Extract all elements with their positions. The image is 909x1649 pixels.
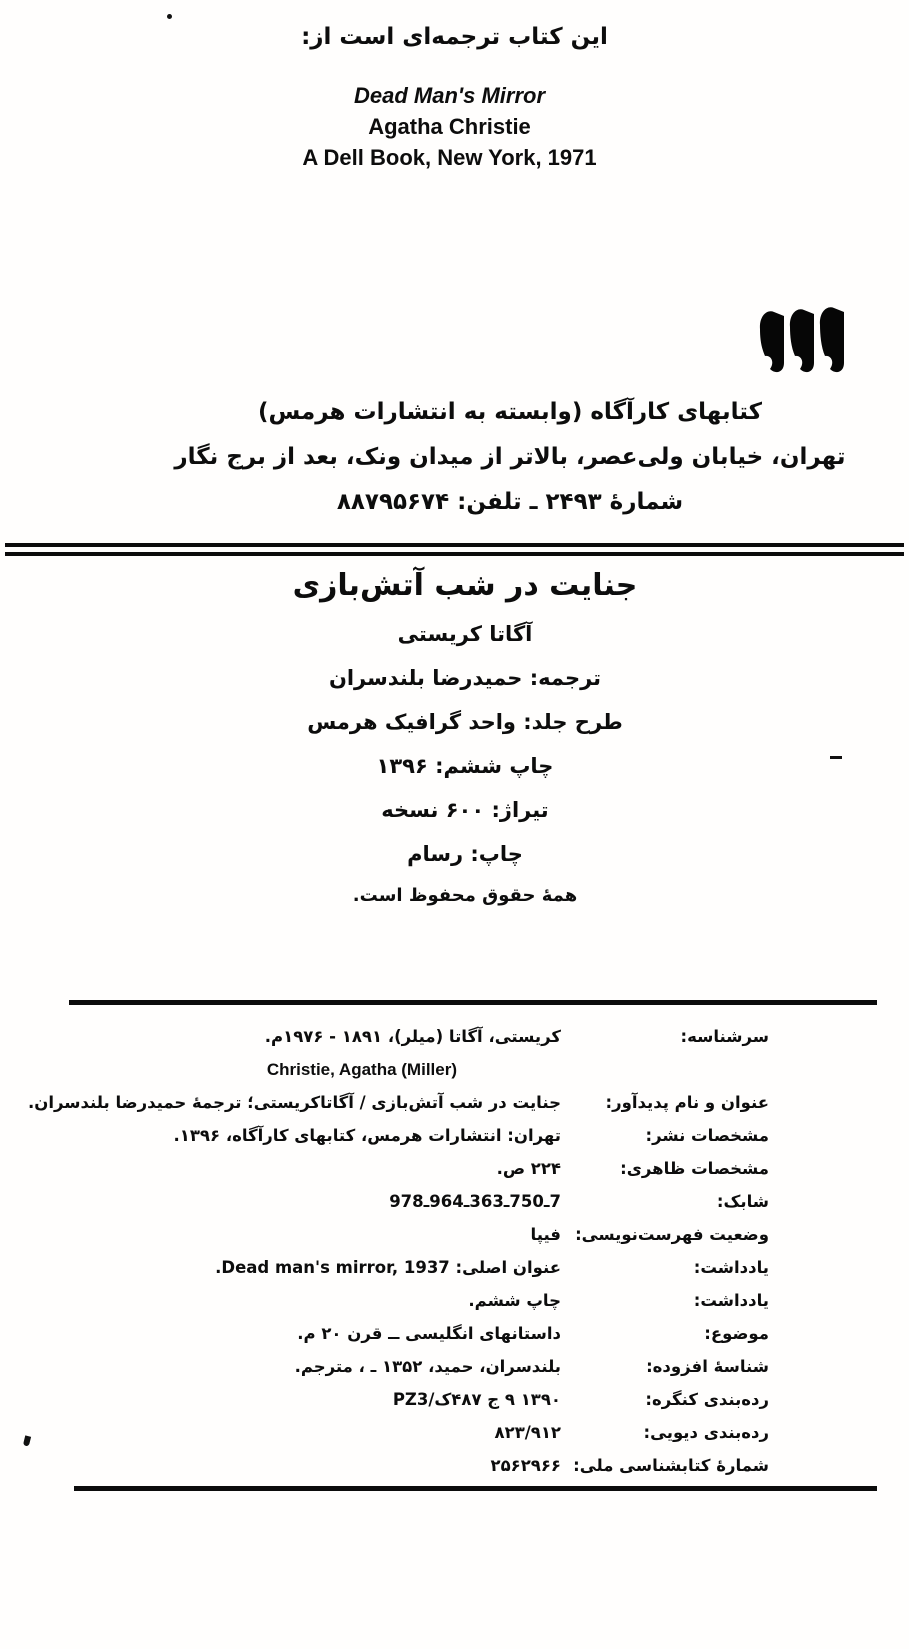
catalog-label: یادداشت: xyxy=(693,1258,769,1277)
divider-double-rule xyxy=(5,543,904,561)
scan-artifact-dot xyxy=(167,14,172,19)
catalog-row xyxy=(28,1317,773,1350)
catalog-label: مشخصات ظاهری: xyxy=(620,1159,769,1178)
catalog-value: 978ـ964ـ363ـ750ـ7 xyxy=(389,1192,561,1211)
catalog-value: ۲۵۶۲۹۶۶ xyxy=(490,1456,561,1475)
catalog-value: چاپ ششم. xyxy=(468,1291,561,1310)
catalog-label: مشخصات نشر: xyxy=(645,1126,769,1145)
catalog-row xyxy=(28,1284,773,1317)
catalog-row xyxy=(28,1449,773,1482)
publisher-series-line: کتابهای کارآگاه (وابسته به انتشارات هرمس) xyxy=(257,399,763,425)
catalog-row xyxy=(28,1416,773,1449)
catalog-row xyxy=(28,1152,773,1185)
catalog-value: داستانهای انگلیسی ــ قرن ۲۰ م. xyxy=(297,1324,561,1343)
catalog-label: عنوان و نام پدیدآور: xyxy=(605,1093,769,1112)
catalog-value: بلندسران، حمید، ۱۳۵۲ ـ ، مترجم. xyxy=(294,1357,561,1376)
publisher-contact-line: شمارهٔ ۲۴۹۳ ـ تلفن: ۸۸۷۹۵۶۷۴ xyxy=(336,489,684,515)
cover-design-line: طرح جلد: واحد گرافیک هرمس xyxy=(307,710,623,734)
title-block xyxy=(100,566,830,910)
edition-line: چاپ ششم: ۱۳۹۶ xyxy=(376,754,554,778)
original-title: Dead Man's Mirror xyxy=(353,83,546,108)
catalog-label: شابک: xyxy=(716,1192,769,1211)
catalog-value: PZ3/ک۴۸۷ ج ۹ ۱۳۹۰ xyxy=(392,1390,561,1409)
original-edition-block xyxy=(0,80,899,173)
catalog-label: یادداشت: xyxy=(693,1291,769,1310)
print-run-line: تیراژ: ۶۰۰ نسخه xyxy=(381,798,549,822)
catalog-label: سرشناسه: xyxy=(680,1027,769,1046)
catalog-value: جنایت در شب آتش‌بازی / آگاتاکریستی؛ ترجمهٔ حمیدرضا بلندسران. xyxy=(28,1093,561,1112)
catalog-label: رده‌بندی دیویی: xyxy=(643,1423,769,1442)
printer-line: چاپ: رسام xyxy=(407,842,523,866)
catalog-label: شناسهٔ افزوده: xyxy=(646,1357,769,1376)
translation-note: این کتاب ترجمه‌ای است از: xyxy=(301,24,608,50)
catalog-row xyxy=(28,1350,773,1383)
catalog-value: ۲۲۴ ص. xyxy=(496,1159,561,1178)
original-edition: A Dell Book, New York, 1971 xyxy=(302,145,597,170)
divider-rule-bottom xyxy=(74,1486,877,1491)
catalog-value: فیپا xyxy=(530,1225,561,1244)
catalog-value-latin: Christie, Agatha (Miller) xyxy=(266,1060,457,1079)
cataloging-table-body xyxy=(28,1020,773,1482)
cataloging-table xyxy=(28,1020,773,1482)
original-author: Agatha Christie xyxy=(368,114,531,139)
catalog-label: موضوع: xyxy=(704,1324,769,1343)
publisher-triple-flag-logo-icon xyxy=(757,305,847,377)
translator-line: ترجمه: حمیدرضا بلندسران xyxy=(328,666,602,690)
catalog-label: شمارهٔ کتابشناسی ملی: xyxy=(573,1456,769,1475)
book-title: جنایت در شب آتش‌بازی xyxy=(292,568,638,603)
catalog-row xyxy=(28,1218,773,1251)
catalog-value: کریستی، آگاتا (میلر)، ۱۸۹۱ - ۱۹۷۶م. Christie, Agatha (Miller) xyxy=(28,1020,567,1086)
catalog-value: تهران: انتشارات هرمس، کتابهای کارآگاه، ۱۳۹۶. xyxy=(173,1126,561,1145)
publisher-address-line: تهران، خیابان ولی‌عصر، بالاتر از میدان ونک، بعد از برج نگار xyxy=(174,444,846,470)
catalog-label: رده‌بندی کنگره: xyxy=(645,1390,769,1409)
book-author: آگاتا کریستی xyxy=(397,622,533,646)
catalog-row xyxy=(28,1020,773,1086)
catalog-value: ۸۲۳/۹۱۲ xyxy=(494,1423,561,1442)
catalog-row xyxy=(28,1185,773,1218)
catalog-row xyxy=(28,1251,773,1284)
catalog-row xyxy=(28,1383,773,1416)
publisher-block xyxy=(140,390,880,525)
catalog-row xyxy=(28,1119,773,1152)
scan-artifact-dash xyxy=(830,756,842,759)
rights-line: همهٔ حقوق محفوظ است. xyxy=(352,885,578,906)
catalog-value: عنوان اصلی: Dead man's mirror, 1937. xyxy=(215,1258,561,1277)
divider-rule-top xyxy=(69,1000,877,1005)
catalog-row xyxy=(28,1086,773,1119)
catalog-label: وضعیت فهرست‌نویسی: xyxy=(575,1225,769,1244)
